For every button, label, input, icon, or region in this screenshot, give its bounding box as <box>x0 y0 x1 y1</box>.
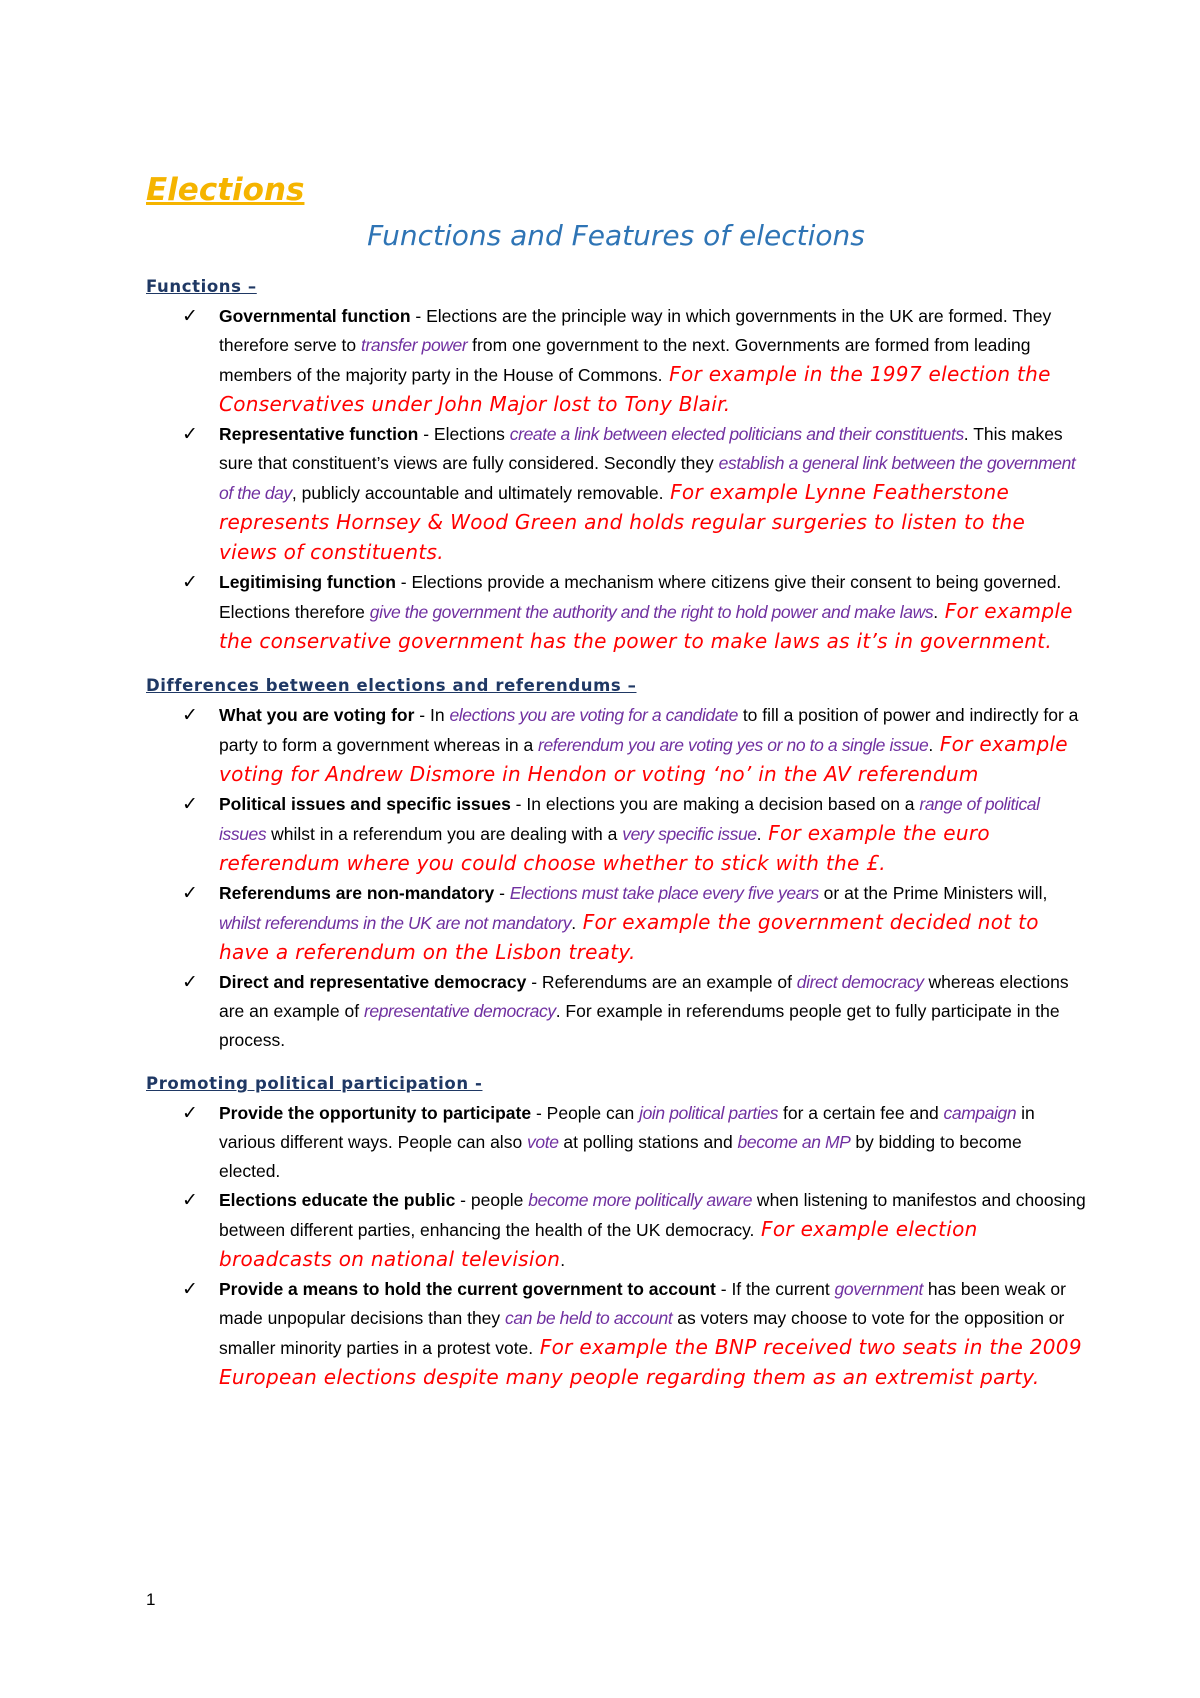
item-lead: Political issues and specific issues <box>219 794 511 814</box>
item-text: from one government to the next. Governments are formed from leading members of the majority party in the House of Commons. <box>219 335 1031 385</box>
item-text: . <box>933 602 939 622</box>
item-text: by bidding to become elected. <box>219 1132 1022 1181</box>
item-keyword: join political parties <box>639 1103 779 1123</box>
item-text: whereas elections are an example of <box>219 972 1069 1021</box>
item-lead: Provide the opportunity to participate <box>219 1103 532 1123</box>
item-text: whilst in a referendum you are dealing with a <box>266 824 623 844</box>
item-text: - people <box>455 1190 529 1210</box>
list-item <box>146 701 1086 790</box>
list-item <box>146 420 1086 568</box>
item-lead: Direct and representative democracy <box>219 972 527 992</box>
item-example: For example in the 1997 election the Conservatives under John Major lost to Tony Blair. <box>219 362 1051 416</box>
item-keyword: very specific issue <box>622 824 757 844</box>
item-keyword: vote <box>527 1132 559 1152</box>
item-example: For example the euro referendum where you could choose whether to stick with the £. <box>219 821 990 875</box>
item-text: in various different ways. People can also <box>219 1103 1035 1152</box>
item-lead: Referendums are non-mandatory <box>219 883 495 903</box>
item-lead: Elections educate the public <box>219 1190 456 1210</box>
item-text: - If the current <box>715 1279 835 1299</box>
list-item <box>146 1275 1086 1393</box>
item-example: For example Lynne Featherstone represents Hornsey & Wood Green and holds regular surgeries to listen to the views of constituents. <box>219 480 1026 564</box>
item-keyword: government <box>834 1279 923 1299</box>
item-keyword: Elections must take place every five years <box>509 883 819 903</box>
section-heading: Promoting political participation - <box>146 1074 483 1093</box>
item-keyword: campaign <box>943 1103 1017 1123</box>
item-lead: What you are voting for <box>219 705 415 725</box>
item-text: for a certain fee and <box>778 1103 944 1123</box>
item-text: - People can <box>531 1103 640 1123</box>
document-title: Elections <box>146 172 305 208</box>
checkmark-icon: ✓ <box>182 1278 198 1300</box>
list-item <box>146 568 1086 657</box>
checkmark-icon: ✓ <box>182 1102 198 1124</box>
item-keyword: whilst referendums in the UK are not mandatory <box>219 913 572 933</box>
checkmark-icon: ✓ <box>182 704 198 726</box>
item-text: or at the Prime Ministers will, <box>818 883 1048 903</box>
item-lead: Representative function <box>219 424 419 444</box>
item-text: when listening to manifestos and choosing between different parties, enhancing the health of the UK democracy. <box>219 1190 1086 1240</box>
checkmark-icon: ✓ <box>182 971 198 993</box>
checkmark-icon: ✓ <box>182 305 198 327</box>
item-text: - In elections you are making a decision based on a <box>510 794 920 814</box>
item-text: - Referendums are an example of <box>526 972 797 992</box>
item-keyword: referendum you are voting yes or no to a single issue <box>538 735 929 755</box>
list-item <box>146 302 1086 420</box>
page-number: 1 <box>146 1590 156 1609</box>
item-text: - Elections <box>418 424 510 444</box>
item-keyword: elections you are voting for a candidate <box>449 705 738 725</box>
item-keyword: become an MP <box>737 1132 851 1152</box>
checkmark-icon: ✓ <box>182 1189 198 1211</box>
item-text: - Elections are the principle way in which governments in the UK are formed. They therefore serve to <box>219 306 1052 355</box>
document-page <box>146 170 1086 1411</box>
section-heading: Functions – <box>146 277 257 296</box>
item-text: has been weak or made unpopular decisions than they <box>219 1279 1066 1328</box>
item-text: . <box>756 824 762 844</box>
item-keyword: become more politically aware <box>528 1190 753 1210</box>
section-differences <box>146 675 1086 1055</box>
item-keyword: give the government the authority and the right to hold power and make laws <box>369 602 934 622</box>
list-item <box>146 1099 1086 1186</box>
item-example: For example election broadcasts on national television <box>219 1217 978 1271</box>
list-item <box>146 879 1086 968</box>
checkmark-icon: ✓ <box>182 423 198 445</box>
item-lead: Provide a means to hold the current government to account <box>219 1279 716 1299</box>
item-text: as voters may choose to vote for the opposition or smaller minority parties in a protest vote. <box>219 1308 1065 1358</box>
item-keyword: transfer power <box>361 335 468 355</box>
item-text: . <box>571 913 577 933</box>
checkmark-icon: ✓ <box>182 571 198 593</box>
item-text: - <box>494 883 510 903</box>
item-text: at polling stations and <box>558 1132 738 1152</box>
list-item <box>146 968 1086 1055</box>
item-keyword: range of political issues <box>219 794 1040 844</box>
item-example: For example the government decided not to have a referendum on the Lisbon treaty. <box>219 910 1039 964</box>
item-lead: Legitimising function <box>219 572 396 592</box>
checkmark-icon: ✓ <box>182 882 198 904</box>
checkmark-icon: ✓ <box>182 793 198 815</box>
list-item <box>146 1186 1086 1275</box>
item-text: - Elections provide a mechanism where citizens give their consent to being governed. Elections therefore <box>219 572 1062 622</box>
item-keyword: can be held to account <box>505 1308 673 1328</box>
list-item <box>146 790 1086 879</box>
section-functions <box>146 276 1086 657</box>
item-keyword: direct democracy <box>796 972 924 992</box>
item-keyword: create a link between elected politicians and their constituents <box>509 424 964 444</box>
item-text: . This makes sure that constituent’s views are fully considered. Secondly they <box>219 424 1063 473</box>
document-subtitle: Functions and Features of elections <box>367 219 865 252</box>
item-example: For example the BNP received two seats in the 2009 European elections despite many people regarding them as an extremist party. <box>219 1335 1082 1389</box>
item-text: to fill a position of power and indirectly for a party to form a government whereas in a <box>219 705 1079 755</box>
item-example: For example the conservative government has the power to make laws as it’s in government. <box>219 599 1073 653</box>
item-text: . For example in referendums people get to fully participate in the process. <box>219 1001 1060 1050</box>
item-example: For example voting for Andrew Dismore in Hendon or voting ‘no’ in the AV referendum <box>219 732 1068 786</box>
item-text: . <box>928 735 934 755</box>
item-keyword: representative democracy <box>363 1001 556 1021</box>
item-text: . <box>560 1250 566 1270</box>
item-text: , publicly accountable and ultimately removable. <box>291 483 664 503</box>
item-text: - In <box>414 705 450 725</box>
section-heading: Differences between elections and referendums – <box>146 676 637 695</box>
section-participation <box>146 1073 1086 1393</box>
item-keyword: establish a general link between the government of the day <box>219 453 1076 503</box>
item-lead: Governmental function <box>219 306 411 326</box>
